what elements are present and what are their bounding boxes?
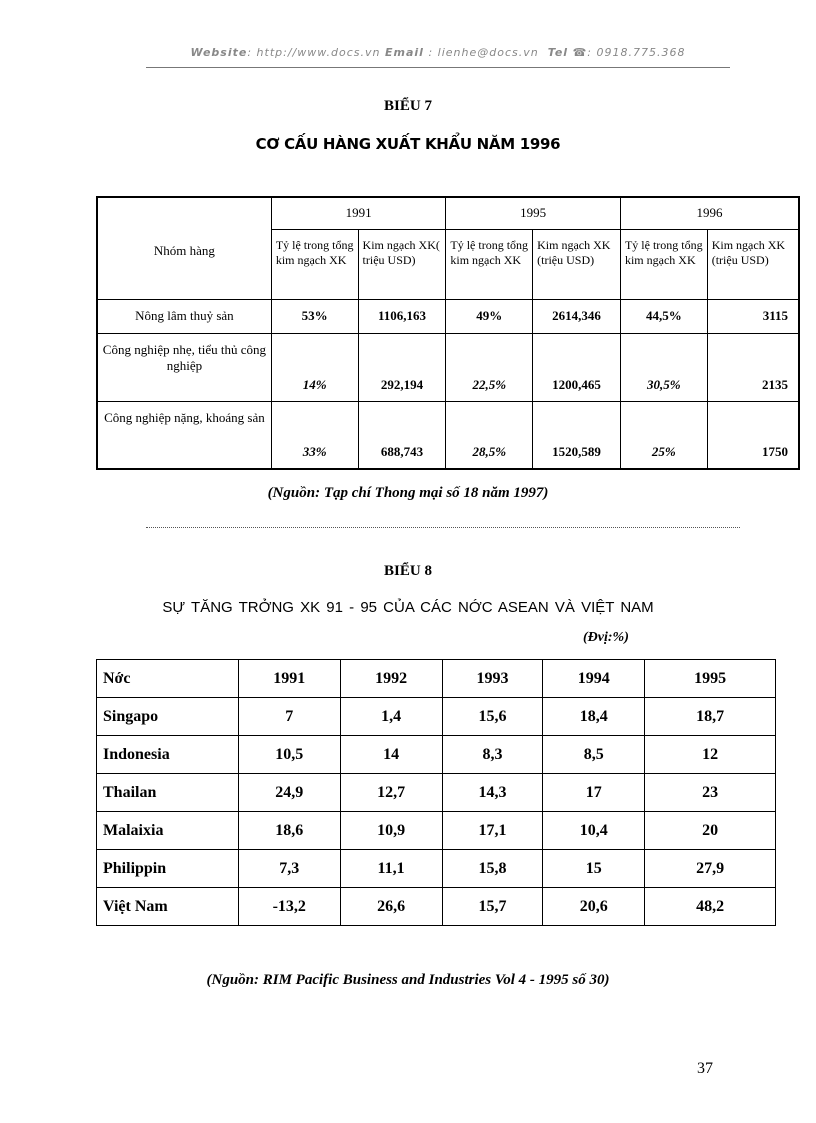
table-row <box>97 850 776 888</box>
chart7-title: CƠ CẤU HÀNG XUẤT KHẨU NĂM 1996 <box>255 135 561 153</box>
table-row <box>97 401 799 469</box>
cell: 10,5 <box>238 736 340 774</box>
cell: 18,6 <box>238 812 340 850</box>
table-row <box>97 333 799 401</box>
cell: 292,194 <box>358 333 446 401</box>
table-row <box>97 812 776 850</box>
cell: 15,6 <box>442 698 543 736</box>
chart7-number: BIỂU 7 <box>384 98 432 114</box>
column-header: 1992 <box>340 660 442 698</box>
cell: 22,5% <box>446 333 533 401</box>
cell: 14,3 <box>442 774 543 812</box>
value-col-header: Kim ngạch XK (triệu USD) <box>533 229 621 299</box>
cell: 25% <box>620 401 707 469</box>
table-row <box>97 197 799 229</box>
table-row <box>97 660 776 698</box>
row-label: Singapo <box>97 698 239 736</box>
cell: 14 <box>340 736 442 774</box>
page-header <box>146 46 730 68</box>
chart8-source: (Nguồn: RIM Pacific Business and Industries Vol 4 - 1995 số 30) <box>206 972 610 988</box>
share-col-header: Tỷ lệ trong tổng kim ngạch XK <box>271 229 358 299</box>
cell: 1,4 <box>340 698 442 736</box>
table-row <box>97 774 776 812</box>
column-header: Nớc <box>97 660 239 698</box>
row-label: Philippin <box>97 850 239 888</box>
cell: 17,1 <box>442 812 543 850</box>
row-label: Công nghiệp nhẹ, tiểu thủ công nghiệp <box>97 333 271 401</box>
row-label: Nông lâm thuỷ sản <box>97 299 271 333</box>
chart8-title: SỰ TĂNG TRỞNG XK 91 - 95 CỦA CÁC NỚC ASEAN VÀ VIỆT NAM <box>162 599 654 616</box>
year-header: 1996 <box>620 197 799 229</box>
unit-label: (Đvị:%) <box>583 630 629 645</box>
cell: 2614,346 <box>533 299 621 333</box>
cell: 3115 <box>707 299 799 333</box>
row-label: Malaixia <box>97 812 239 850</box>
cell: 23 <box>645 774 776 812</box>
cell: 1750 <box>707 401 799 469</box>
cell: 8,5 <box>543 736 645 774</box>
cell: 2135 <box>707 333 799 401</box>
cell: 14% <box>271 333 358 401</box>
cell: 44,5% <box>620 299 707 333</box>
cell: 53% <box>271 299 358 333</box>
cell: 1106,163 <box>358 299 446 333</box>
export-structure-table <box>96 196 800 470</box>
website-value: : http://www.docs.vn <box>247 46 386 59</box>
cell: 12,7 <box>340 774 442 812</box>
cell: 18,7 <box>645 698 776 736</box>
cell: 24,9 <box>238 774 340 812</box>
cell: 15,7 <box>442 888 543 926</box>
cell: 1520,589 <box>533 401 621 469</box>
year-header: 1995 <box>446 197 621 229</box>
section-divider <box>146 527 740 528</box>
cell: 688,743 <box>358 401 446 469</box>
column-header: 1995 <box>645 660 776 698</box>
page-number: 37 <box>697 1060 713 1077</box>
email-value: : lienhe@docs.vn <box>423 46 544 59</box>
cell: 20 <box>645 812 776 850</box>
table-row <box>97 736 776 774</box>
column-header: 1991 <box>238 660 340 698</box>
email-label: Email <box>385 46 424 59</box>
cell: 15,8 <box>442 850 543 888</box>
cell: 17 <box>543 774 645 812</box>
cell: 7 <box>238 698 340 736</box>
value-col-header: Kim ngạch XK (triệu USD) <box>707 229 799 299</box>
cell: 11,1 <box>340 850 442 888</box>
row-label: Thailan <box>97 774 239 812</box>
asean-growth-table <box>96 659 776 926</box>
tel-value: : 0918.775.368 <box>587 46 686 59</box>
cell: 12 <box>645 736 776 774</box>
table-row <box>97 698 776 736</box>
value-col-header: Kim ngạch XK( triệu USD) <box>358 229 446 299</box>
row-label: Công nghiệp nặng, khoáng sản <box>97 401 271 469</box>
cell: -13,2 <box>238 888 340 926</box>
cell: 10,9 <box>340 812 442 850</box>
cell: 30,5% <box>620 333 707 401</box>
share-col-header: Tỷ lệ trong tổng kim ngạch XK <box>620 229 707 299</box>
table-row <box>97 888 776 926</box>
cell: 7,3 <box>238 850 340 888</box>
cell: 27,9 <box>645 850 776 888</box>
cell: 15 <box>543 850 645 888</box>
column-header: 1994 <box>543 660 645 698</box>
cell: 20,6 <box>543 888 645 926</box>
cell: 18,4 <box>543 698 645 736</box>
year-header: 1991 <box>271 197 446 229</box>
row-label: Việt Nam <box>97 888 239 926</box>
cell: 1200,465 <box>533 333 621 401</box>
cell: 33% <box>271 401 358 469</box>
cell: 26,6 <box>340 888 442 926</box>
tel-label: Tel <box>547 46 569 59</box>
cell: 10,4 <box>543 812 645 850</box>
cell: 48,2 <box>645 888 776 926</box>
website-label: Website <box>190 46 248 59</box>
share-col-header: Tỷ lệ trong tổng kim ngạch XK <box>446 229 533 299</box>
row-label: Indonesia <box>97 736 239 774</box>
table-row <box>97 299 799 333</box>
group-header: Nhóm hàng <box>97 197 271 299</box>
cell: 49% <box>446 299 533 333</box>
phone-icon: ☎ <box>572 46 588 59</box>
cell: 28,5% <box>446 401 533 469</box>
chart7-source: (Nguồn: Tạp chí Thong mại số 18 năm 1997) <box>267 485 549 501</box>
column-header: 1993 <box>442 660 543 698</box>
chart8-number: BIỂU 8 <box>384 563 432 579</box>
cell: 8,3 <box>442 736 543 774</box>
